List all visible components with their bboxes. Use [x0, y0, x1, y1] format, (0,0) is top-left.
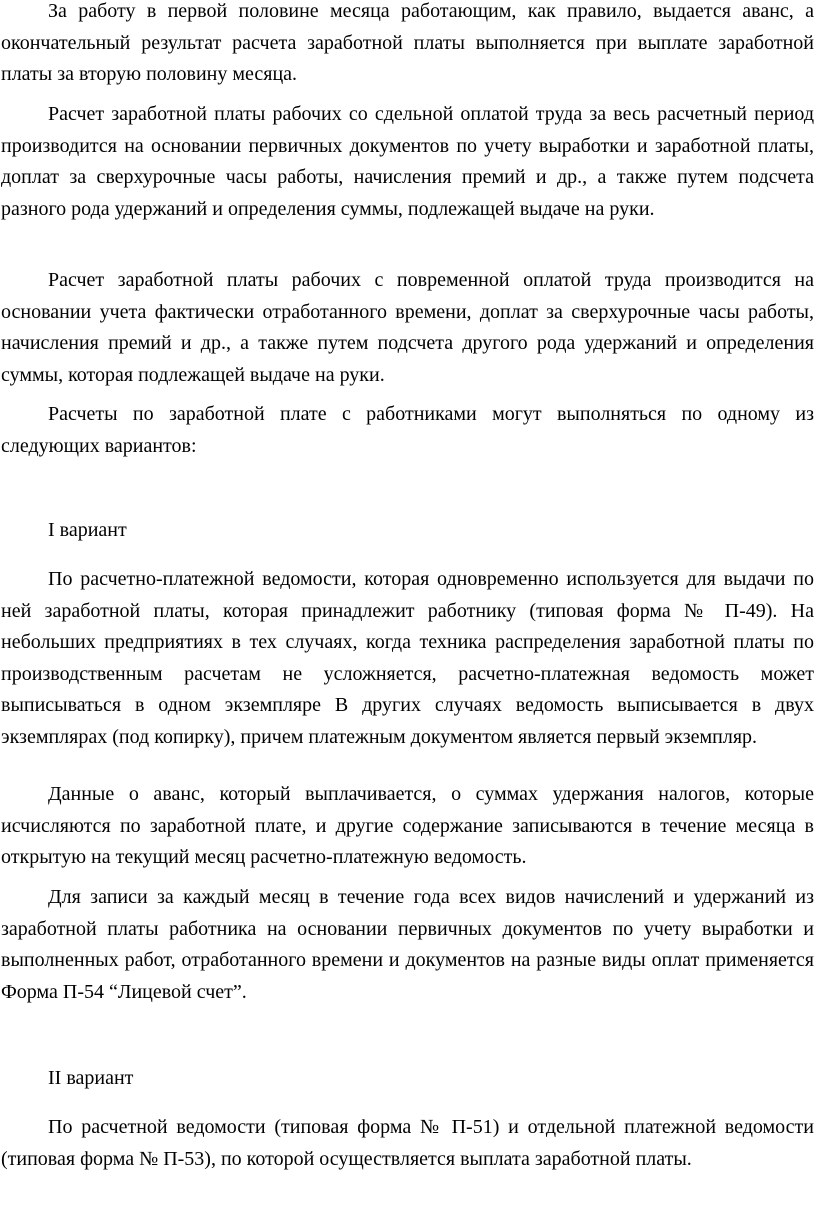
paragraph-advance: За работу в первой половине месяца работающим, как правило, выдается аванс, а окончательный результат расчета заработной платы выполняется при выплате заработной платы за вторую половину месяца.	[1, 0, 814, 85]
paragraph-personal-account: Для записи за каждый месяц в течение года всех видов начислений и удержаний из заработной платы работника на основании первичных документов по учету выработки и выполненных работ, отработанного времени и документов на разные виды оплат применяется Форма П-54 “Лицевой счет”.	[1, 886, 814, 1003]
paragraph-piecework-pay: Расчет заработной платы рабочих со сдельной оплатой труда за весь расчетный период производится на основании первичных документов по учету выработки и заработной платы, доплат за сверхурочные часы работы, начисления премий и др., а также путем подсчета разного рода удержаний и определения суммы, подлежащей выдаче на руки.	[1, 103, 814, 220]
paragraph-time-based-pay: Расчет заработной платы рабочих с повременной оплатой труда производится на основании учета фактически отработанного времени, доплат за сверхурочные часы работы, начисления премий и др., а также путем подсчета другого рода удержаний и определения суммы, которая подлежащей выдаче на руки.	[1, 269, 814, 386]
paragraph-variants-intro: Расчеты по заработной плате с работниками могут выполняться по одному из следующих вариантов:	[1, 403, 814, 457]
paragraph-advance-data: Данные о аванс, который выплачивается, о суммах удержания налогов, которые исчисляются по заработной плате, и другие содержание записываются в течение месяца в открытую на текущий месяц расчетно-платежную ведомость.	[1, 783, 814, 868]
heading-variant-2: II вариант	[48, 1067, 134, 1089]
paragraph-settlement-payment-sheet: По расчетно-платежной ведомости, которая одновременно используется для выдачи по ней заработной платы, которая принадлежит работнику (типовая форма № П-49). На небольших предприятиях в тех случаях, когда техника распределения заработной платы по производственным расчетам не усложняется, расчетно-платежная ведомость может выписываться в одном экземпляре В других случаях ведомость выписывается в двух экземплярах (под копирку), причем платежным документом является первый экземпляр.	[1, 568, 814, 748]
heading-variant-1: I вариант	[48, 519, 127, 541]
paragraph-settlement-sheet: По расчетной ведомости (типовая форма № П-51) и отдельной платежной ведомости (типовая форма № П-53), по которой осуществляется выплата заработной платы.	[1, 1116, 814, 1170]
